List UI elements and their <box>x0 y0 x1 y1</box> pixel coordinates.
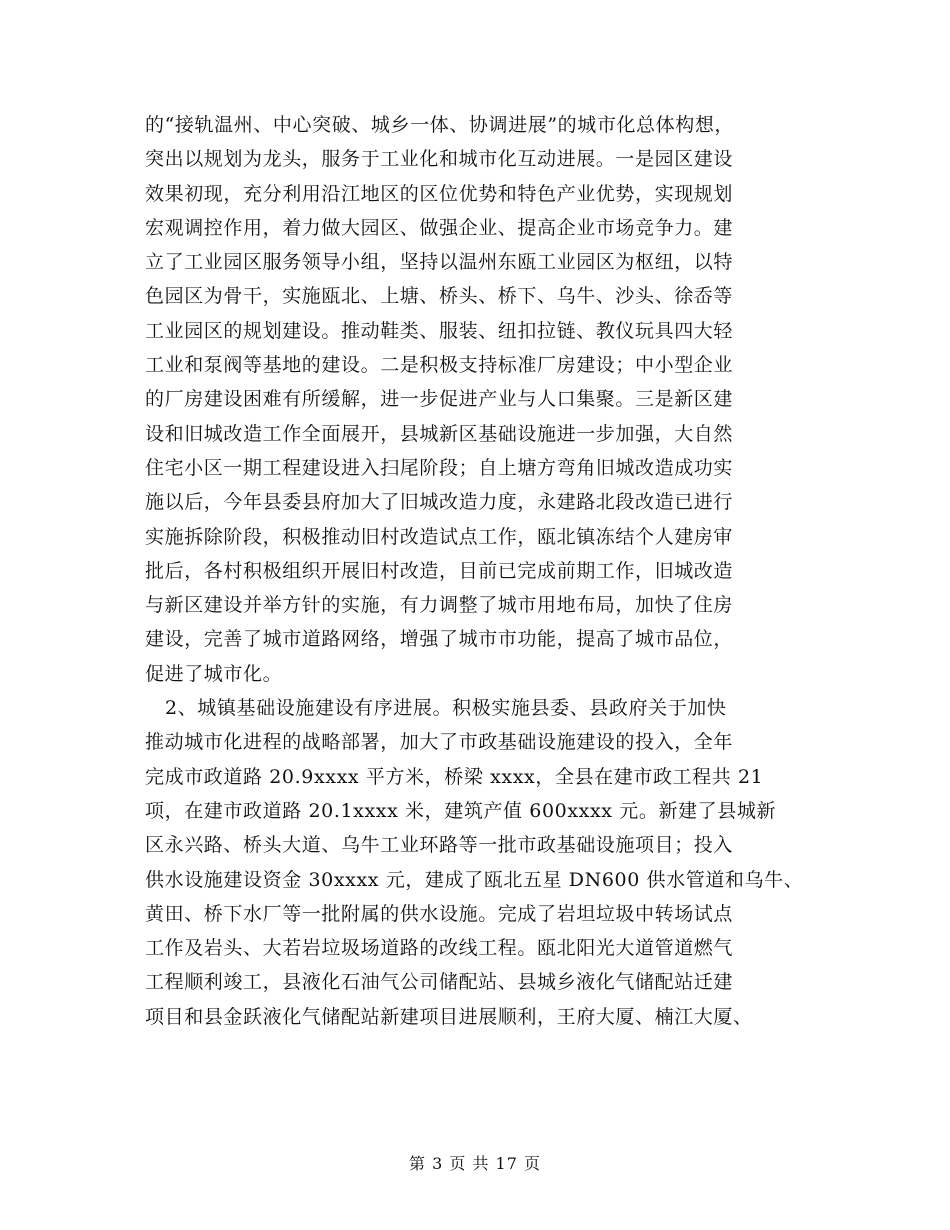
page-footer: 第 3 页 共 17 页 <box>409 1154 541 1173</box>
text-line: 设和旧城改造工作全面展开，县城新区基础设施进一步加强，大自然 <box>145 422 734 445</box>
text-line: 突出以规划为龙头，服务于工业化和城市化互动进展。一是园区建设 <box>145 148 734 171</box>
text-line: 批后，各村积极组织开展旧村改造，目前已完成前期工作，旧城改造 <box>145 559 734 582</box>
text-line: 色园区为骨干，实施瓯北、上塘、桥头、桥下、乌牛、沙头、徐岙等 <box>145 285 734 308</box>
text-line: 与新区建设并举方针的实施，有力调整了城市用地布局，加快了住房 <box>145 594 734 617</box>
text-line: 宏观调控作用，着力做大园区、做强企业、提高企业市场竞争力。建 <box>145 216 734 239</box>
text-line: 立了工业园区服务领导小组，坚持以温州东瓯工业园区为枢纽，以特 <box>145 251 734 274</box>
paragraph-2 <box>145 691 815 1034</box>
text-line: 的厂房建设困难有所缓解，进一步促进产业与人口集聚。三是新区建 <box>145 388 734 411</box>
text-line: 项，在建市政道路 20.1xxxx 米，建筑产值 600xxxx 元。新建了县城新 <box>145 799 777 822</box>
text-line: 2、城镇基础设施建设有序进展。积极实施县委、县政府关于加快 <box>165 697 727 720</box>
text-line: 效果初现，充分利用沿江地区的区位优势和特色产业优势，实现规划 <box>145 182 734 205</box>
text-line: 工业和泵阀等基地的建设。二是积极支持标准厂房建设；中小型企业 <box>145 354 734 377</box>
text-line: 实施拆除阶段，积极推动旧村改造试点工作，瓯北镇冻结个人建房审 <box>145 525 734 548</box>
text-line: 推动城市化进程的战略部署，加大了市政基础设施建设的投入，全年 <box>145 731 734 754</box>
body-text <box>145 108 815 1034</box>
text-line: 供水设施建设资金 30xxxx 元，建成了瓯北五星 DN600 供水管道和乌牛、 <box>145 868 804 891</box>
text-line: 工作及岩头、大若岩垃圾场道路的改线工程。瓯北阳光大道管道燃气 <box>145 937 734 960</box>
text-line: 完成市政道路 20.9xxxx 平方米，桥梁 xxxx，全县在建市政工程共 21 <box>145 765 764 788</box>
text-line: 项目和县金跃液化气储配站新建项目进展顺利，王府大厦、楠江大厦、 <box>145 1005 753 1028</box>
text-line: 工业园区的规划建设。推动鞋类、服装、纽扣拉链、教仪玩具四大轻 <box>145 319 734 342</box>
text-line: 工程顺利竣工，县液化石油气公司储配站、县城乡液化气储配站迁建 <box>145 971 734 994</box>
paragraph-1 <box>145 108 815 691</box>
text-line: 施以后，今年县委县府加大了旧城改造力度，永建路北段改造已进行 <box>145 491 734 514</box>
text-line: 促进了城市化。 <box>145 662 283 685</box>
text-line: 住宅小区一期工程建设进入扫尾阶段；自上塘方弯角旧城改造成功实 <box>145 456 734 479</box>
text-line: 的“接轨温州、中心突破、城乡一体、协调进展”的城市化总体构想， <box>145 114 735 136</box>
text-line: 黄田、桥下水厂等一批附属的供水设施。完成了岩坦垃圾中转场试点 <box>145 902 734 925</box>
text-line: 区永兴路、桥头大道、乌牛工业环路等一批市政基础设施项目；投入 <box>145 834 734 857</box>
text-line: 建设，完善了城市道路网络，增强了城市市功能，提高了城市品位， <box>145 628 734 651</box>
